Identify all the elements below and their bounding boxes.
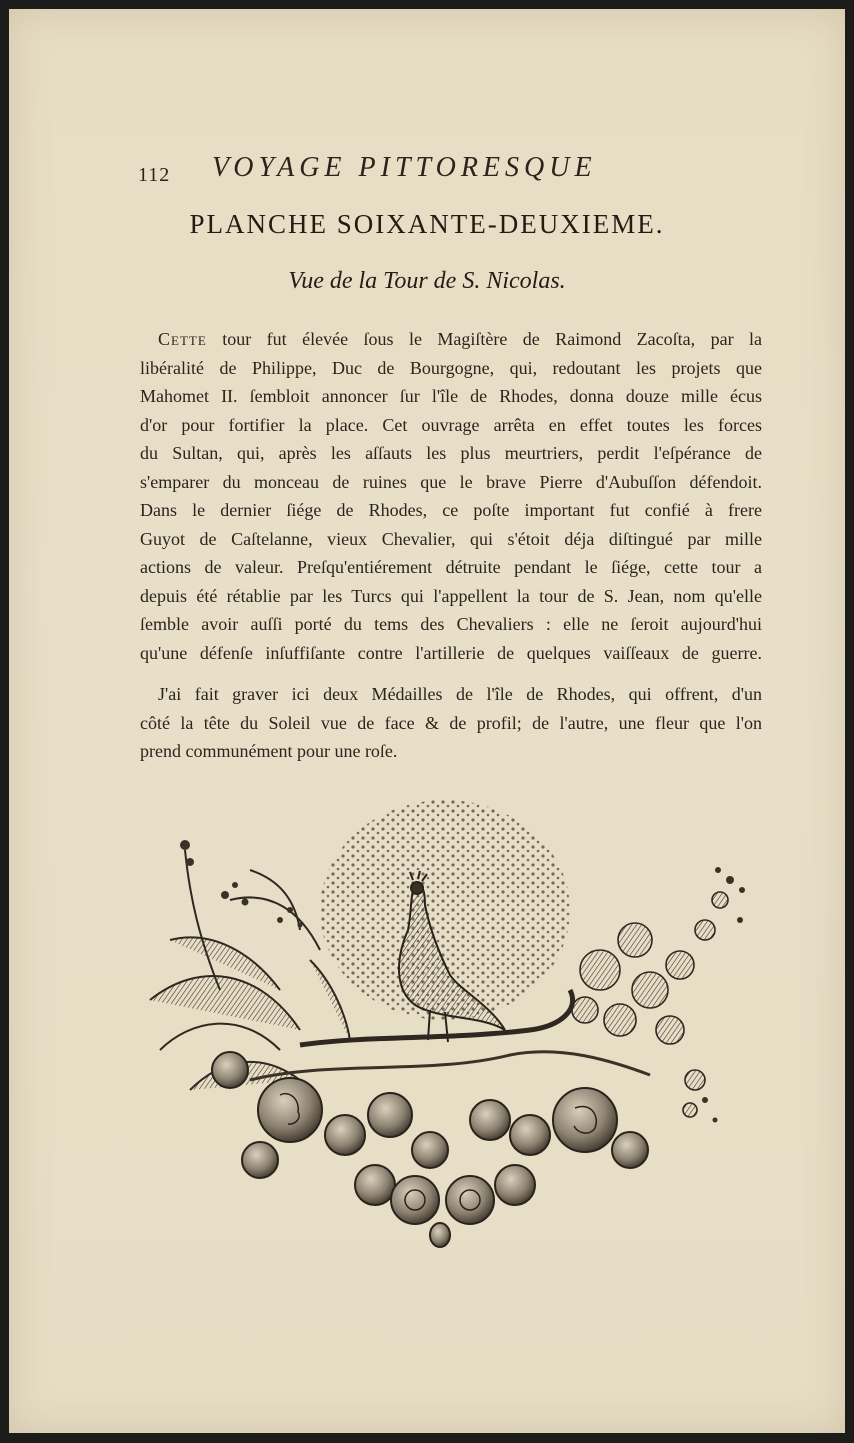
text-line: d'or pour fortifier la place. Cet ouvrage arrêta en effet toutes les forces xyxy=(140,414,762,435)
medal-cluster xyxy=(212,1052,648,1247)
medal xyxy=(212,1052,248,1088)
paragraph-lead-word: Cette xyxy=(158,329,207,349)
pendant xyxy=(430,1223,450,1247)
text-line: libéralité de Philippe, Duc de Bourgogne, qui, redoutant les projets que xyxy=(140,357,762,378)
medal xyxy=(412,1132,448,1168)
plate-subtitle: Vue de la Tour de S. Nicolas. xyxy=(288,268,566,294)
text-line: actions de valeur. Preſqu'entiérement détruite pendant le ſiége, cette tour a xyxy=(140,557,762,577)
medal xyxy=(470,1100,510,1140)
medal xyxy=(391,1176,439,1224)
ribbon xyxy=(250,1052,650,1080)
medal xyxy=(368,1093,412,1137)
text-line: Dans le dernier ſiége de Rhodes, ce poſte important fut confié à frere xyxy=(140,500,762,520)
paragraph-2 xyxy=(140,680,762,766)
right-flowers xyxy=(572,892,728,1117)
text-line: qu'une défenſe inſuffiſante contre l'artillerie de quelques vaiſſeaux de guerre. xyxy=(140,642,762,663)
page-number: 112 xyxy=(138,164,171,186)
text-line: prend communément pour une roſe. xyxy=(140,741,398,761)
medal xyxy=(242,1142,278,1178)
text-line: du Sultan, qui, après les aſſauts les plus meurtriers, perdit l'eſpérance de xyxy=(140,443,762,463)
text-line: côté la tête du Soleil vue de face & de profil; de l'autre, une fleur que l'on xyxy=(140,712,762,733)
text-line: Mahomet II. ſembloit annoncer ſur l'île de Rhodes, donna douze mille écus xyxy=(140,386,762,406)
text-line: depuis été rétablie par les Turcs qui l'appellent la tour de S. Jean, nom qu'elle xyxy=(140,585,762,606)
medal xyxy=(355,1165,395,1205)
medal xyxy=(258,1078,322,1142)
medal xyxy=(495,1165,535,1205)
medal xyxy=(510,1115,550,1155)
running-title: VOYAGE PITTORESQUE xyxy=(212,152,597,183)
page-header xyxy=(128,152,728,192)
medal xyxy=(612,1132,648,1168)
medal xyxy=(325,1115,365,1155)
book-page xyxy=(9,9,845,1433)
text-line: ſemble avoir auſſi porté du tems des Chevaliers : elle ne ſeroit aujourd'hui xyxy=(140,614,762,634)
medal xyxy=(553,1088,617,1152)
medal xyxy=(446,1176,494,1224)
left-sprigs xyxy=(180,840,303,928)
text-line xyxy=(140,325,762,354)
text-line-content: tour fut élevée ſous le Magiſtère de Raimond Zacoſta, par la xyxy=(206,329,762,349)
left-foliage xyxy=(150,850,350,1090)
text-line: s'emparer du monceau de ruines que le brave Pierre d'Aubuſſon défendoit. xyxy=(140,471,762,492)
text-line: J'ai fait graver ici deux Médailles de l'île de Rhodes, qui offrent, d'un xyxy=(158,684,762,704)
text-line: Guyot de Caſtelanne, vieux Chevalier, qui s'étoit déja diſtingué par mille xyxy=(140,528,762,549)
plate-title: PLANCHE SOIXANTE-DEUXIEME. xyxy=(189,209,665,239)
paragraph-1 xyxy=(140,325,762,667)
engraved-vignette-peacock-medals-icon xyxy=(130,790,770,1250)
